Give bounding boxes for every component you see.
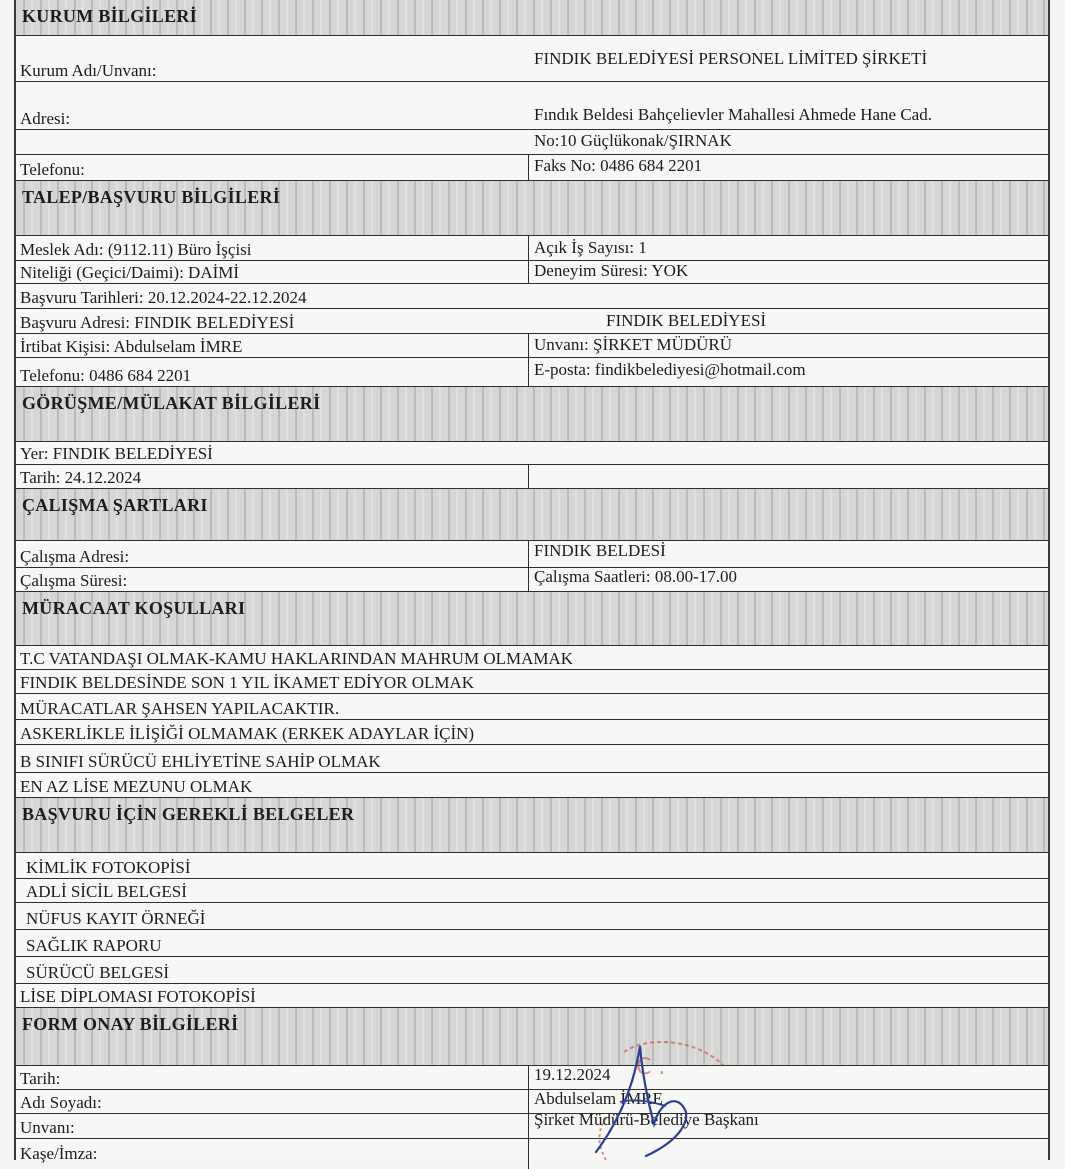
value-talep-telefon: Telefonu: 0486 684 2201 — [20, 366, 192, 385]
row-onay-kase — [16, 1139, 1048, 1169]
label-adres: Adresi: — [20, 109, 71, 128]
job-posting-form — [14, 0, 1050, 1163]
row-irtibat — [16, 334, 1048, 358]
list-item — [16, 773, 1048, 798]
section-header-belgeler — [16, 798, 1048, 853]
row-gorusme-yer — [16, 442, 1048, 465]
section-title: MÜRACAAT KOŞULLARI — [22, 598, 246, 618]
muracaat-item: FINDIK BELDESİNDE SON 1 YIL İKAMET EDİYOR OLMAK — [20, 673, 475, 692]
section-header-calisma — [16, 489, 1048, 541]
row-onay-tarih — [16, 1066, 1048, 1090]
muracaat-item: T.C VATANDAŞI OLMAK-KAMU HAKLARINDAN MAHRUM OLMAMAK — [20, 649, 574, 668]
list-item — [16, 930, 1048, 957]
row-onay-ad — [16, 1090, 1048, 1114]
value-onay-tarih: 19.12.2024 — [534, 1065, 611, 1084]
list-item — [16, 670, 1048, 694]
belge-item: LİSE DİPLOMASI FOTOKOPİSİ — [20, 987, 256, 1006]
muracaat-item: ASKERLİKLE İLİŞİĞİ OLMAMAK (ERKEK ADAYLAR İÇİN) — [20, 724, 475, 743]
label-telefon: Telefonu: — [20, 160, 85, 179]
label-calisma-adresi: Çalışma Adresi: — [20, 547, 130, 566]
label-onay-ad: Adı Soyadı: — [20, 1093, 102, 1112]
section-title: ÇALIŞMA ŞARTLARI — [22, 495, 208, 515]
belge-item: NÜFUS KAYIT ÖRNEĞİ — [26, 909, 206, 928]
value-acik-is: Açık İş Sayısı: 1 — [534, 238, 647, 257]
section-title: TALEP/BAŞVURU BİLGİLERİ — [22, 187, 281, 207]
row-kurum-adi — [16, 36, 1048, 82]
row-adres — [16, 82, 1048, 130]
value-eposta: E-posta: findikbelediyesi@hotmail.com — [534, 360, 806, 379]
row-basvuru-adresi — [16, 309, 1048, 334]
label-onay-tarih: Tarih: — [20, 1069, 61, 1088]
value-adres-2: No:10 Güçlükonak/ŞIRNAK — [534, 131, 732, 150]
section-header-talep — [16, 181, 1048, 236]
section-title: KURUM BİLGİLERİ — [22, 6, 198, 26]
section-title: BAŞVURU İÇİN GEREKLİ BELGELER — [22, 804, 355, 824]
section-title: FORM ONAY BİLGİLERİ — [22, 1014, 239, 1034]
muracaat-item: B SINIFI SÜRÜCÜ EHLİYETİNE SAHİP OLMAK — [20, 752, 381, 771]
value-gorusme-yer: Yer: FINDIK BELEDİYESİ — [20, 444, 213, 463]
belge-item: SAĞLIK RAPORU — [26, 936, 162, 955]
value-onay-unvan: Şirket Müdürü-Belediye Başkanı — [534, 1110, 759, 1129]
list-item — [16, 646, 1048, 670]
value-basvuru-tarihleri: Başvuru Tarihleri: 20.12.2024-22.12.2024 — [20, 288, 307, 307]
row-basvuru-tarihleri — [16, 284, 1048, 309]
value-kurum-adi: FINDIK BELEDİYESİ PERSONEL LİMİTED ŞİRKETİ — [534, 49, 928, 68]
value-meslek: Meslek Adı: (9112.11) Büro İşçisi — [20, 240, 252, 259]
row-nitelik — [16, 261, 1048, 284]
row-calisma-adresi — [16, 541, 1048, 568]
section-header-gorusme — [16, 387, 1048, 442]
section-header-muracaat — [16, 592, 1048, 646]
row-talep-telefon — [16, 358, 1048, 387]
value-faks: Faks No: 0486 684 2201 — [534, 156, 703, 175]
row-gorusme-tarih — [16, 465, 1048, 489]
list-item — [16, 903, 1048, 930]
list-item — [16, 694, 1048, 720]
value-unvan: Unvanı: ŞİRKET MÜDÜRÜ — [534, 335, 733, 354]
value-gorusme-tarih: Tarih: 24.12.2024 — [20, 468, 142, 487]
row-onay-unvan — [16, 1110, 1048, 1139]
muracaat-item: MÜRACATLAR ŞAHSEN YAPILACAKTIR. — [20, 699, 340, 718]
value-irtibat: İrtibat Kişisi: Abdulselam İMRE — [20, 337, 243, 356]
value-onay-ad: Abdulselam İMRE — [534, 1089, 663, 1108]
belge-item: SÜRÜCÜ BELGESİ — [26, 963, 170, 982]
list-item — [16, 984, 1048, 1008]
svg-text:C .: C . — [636, 1055, 666, 1080]
value-calisma-adresi: FINDIK BELDESİ — [534, 541, 666, 560]
list-item — [16, 720, 1048, 745]
row-meslek — [16, 236, 1048, 261]
row-calisma-suresi — [16, 568, 1048, 592]
section-header-onay — [16, 1008, 1048, 1066]
row-telefon — [16, 154, 1048, 181]
section-header-kurum — [16, 0, 1048, 36]
section-title: GÖRÜŞME/MÜLAKAT BİLGİLERİ — [22, 393, 321, 413]
value-basvuru-adresi: Başvuru Adresi: FINDIK BELEDİYESİ — [20, 313, 295, 332]
belge-item: ADLİ SİCİL BELGESİ — [26, 882, 187, 901]
list-item — [16, 745, 1048, 773]
value-basvuru-adresi-right: FINDIK BELEDİYESİ — [606, 311, 767, 330]
value-deneyim: Deneyim Süresi: YOK — [534, 261, 689, 280]
value-calisma-saatleri: Çalışma Saatleri: 08.00-17.00 — [534, 567, 738, 586]
label-onay-unvan: Unvanı: — [20, 1118, 75, 1137]
muracaat-item: EN AZ LİSE MEZUNU OLMAK — [20, 777, 253, 796]
list-item — [16, 957, 1048, 984]
label-kurum-adi: Kurum Adı/Unvanı: — [20, 61, 157, 80]
list-item — [16, 879, 1048, 903]
value-adres-1: Fındık Beldesi Bahçelievler Mahallesi Ahmede Hane Cad. — [534, 105, 932, 124]
value-nitelik: Niteliği (Geçici/Daimi): DAİMİ — [20, 263, 240, 282]
label-calisma-suresi: Çalışma Süresi: — [20, 571, 128, 590]
belge-item: KİMLİK FOTOKOPİSİ — [26, 858, 191, 877]
list-item — [16, 853, 1048, 879]
label-onay-kase: Kaşe/İmza: — [20, 1144, 98, 1163]
